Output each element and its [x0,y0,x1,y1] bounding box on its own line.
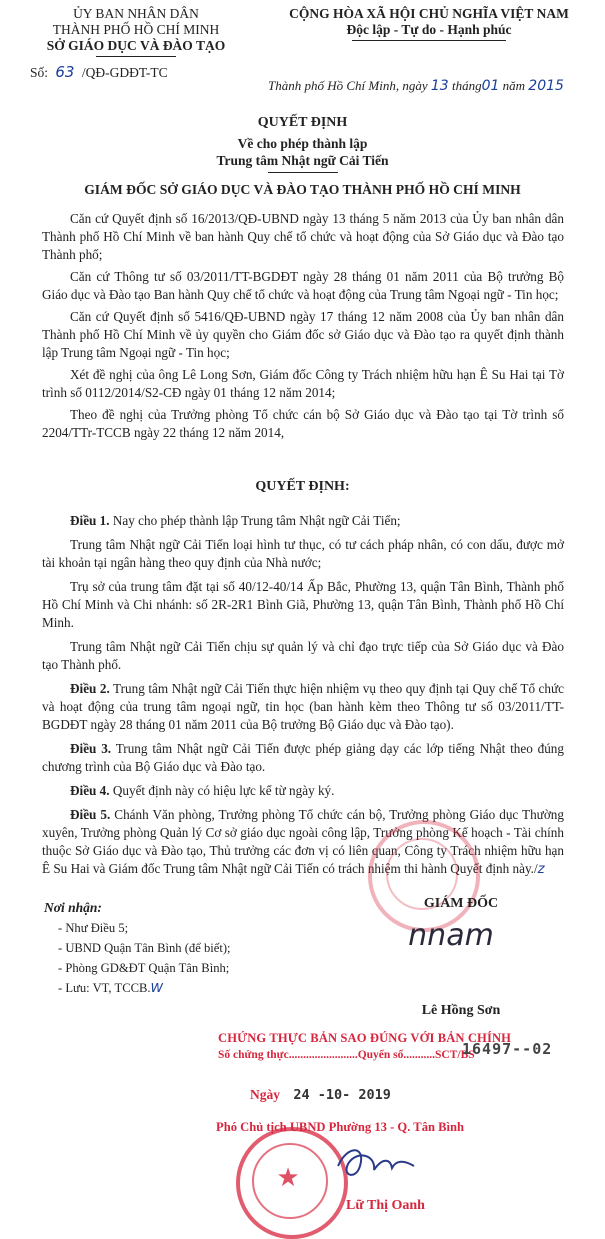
article-5-text: Chánh Văn phòng, Trưởng phòng Tổ chức cán bộ, Trưởng phòng Giáo dục Thường xuyên, Trưởng phòng Quản lý Cơ sở giáo dục ngoài công lập, Trưởng phòng Kế hoạch - Tài chính thuộc Sở Giáo dục và Đào tạo, Thủ trưởng các đơn vị có liên quan, Công ty Trách nhiệm hữu hạn Ê Su Hai và Giám đốc Trung tâm Nhật ngữ Cải Tiến có trách nhiệm thi hành Quyết định này./ [42,807,564,876]
number-prefix: Số: [30,65,49,80]
recipients-initial: W [150,980,163,995]
article-3-label: Điều 3. [70,741,112,756]
recipient-item-text: - Lưu: VT, TCCB. [58,981,151,995]
article-5-label: Điều 5. [70,807,111,822]
agency-line-2: THÀNH PHỐ HỒ CHÍ MINH [52,22,220,37]
certification-title: CHỨNG THỰC BẢN SAO ĐÚNG VỚI BẢN CHÍNH [218,1031,512,1045]
article-5 [42,806,564,879]
certification-number: 16497--02 [462,1040,553,1058]
cert-book-suffix: SCT/BS [435,1049,475,1061]
agency-underline [96,56,176,57]
date-part-2: tháng [451,78,482,93]
article-5-initial: z [537,862,545,877]
signer-title: GIÁM ĐỐC [423,896,499,911]
article-2-label: Điều 2. [70,681,110,696]
subject-underline [268,172,338,173]
certification-official-name: Lữ Thị Oanh [346,1198,425,1213]
article-1-label: Điều 1. [70,513,110,528]
article-4-label: Điều 4. [70,783,110,798]
cert-book-label: Quyển số [357,1049,404,1061]
article-1 [42,512,564,530]
title-block [0,114,605,169]
date-part-1: Thành phố Hồ Chí Minh, ngày [268,78,428,93]
number-suffix: /QĐ-GDĐT-TC [81,65,168,80]
official-signature [330,1136,420,1190]
preamble-paragraph: Xét đề nghị của ông Lê Long Sơn, Giám đốc Công ty Trách nhiệm hữu hạn Ê Su Hai tại Tờ trình số 0112/2014/S2-CĐ ngày 01 tháng 12 năm 2014; [42,367,564,400]
motto-underline [352,40,506,41]
article-1-paragraph-4: Trung tâm Nhật ngữ Cải Tiến chịu sự quản lý và chỉ đạo trực tiếp của Sở Giáo dục và Đào tạo Thành phố. [42,639,564,672]
article-1-paragraph-2: Trung tâm Nhật ngữ Cải Tiến loại hình tư thục, có tư cách pháp nhân, có con dấu, được mở tài khoản tại ngân hàng theo quy định của Nhà nước; [42,537,564,570]
cert-date-value: 24 -10- 2019 [293,1087,391,1103]
preamble-paragraph: Căn cứ Quyết định số 5416/QĐ-UBND ngày 17 tháng 12 năm 2008 của Ủy ban nhân dân Thành phố Hồ Chí Minh về ủy quyền cho Giám đốc sở Giáo dục và Đào tạo ra quyết định thành lập Trung tâm Ngoại ngữ - Tin học; [42,309,564,360]
national-heading [262,6,596,38]
preamble-paragraph: Căn cứ Quyết định số 16/2013/QĐ-UBND ngày 13 tháng 5 năm 2013 của Ủy ban nhân dân Thành phố Hồ Chí Minh về ban hành Quy chế tổ chức và hoạt động của Sở Giáo dục và Đào tạo Thành phố; [42,211,564,262]
article-3-text: Trung tâm Nhật ngữ Cải Tiến được phép giảng dạy các lớp tiếng Nhật theo đúng chương trình của Bộ Giáo dục và Đào tạo. [42,741,564,774]
preamble-paragraph: Căn cứ Thông tư số 03/2011/TT-BGDĐT ngày 28 tháng 01 năm 2011 của Bộ trưởng Bộ Giáo dục và Đào tạo Ban hành Quy chế tổ chức và hoạt động của Trung tâm Ngoại ngữ - Tin học; [42,269,564,302]
agency-line-3: SỞ GIÁO DỤC VÀ ĐÀO TẠO [46,38,226,53]
article-1-text: Nay cho phép thành lập Trung tâm Nhật ngữ Cải Tiến; [109,513,401,528]
official-seal [368,820,480,932]
date-year: 2015 [528,78,564,94]
articles [42,512,564,879]
date-day: 13 [430,78,449,94]
recipient-item [44,978,231,998]
cert-number-dots: ........................ [288,1049,358,1061]
recipients [44,898,231,998]
agency-line-1: ỦY BAN NHÂN DÂN [73,6,199,21]
date-part-3: năm [502,78,526,93]
national-motto: Độc lập - Tự do - Hạnh phúc [346,22,512,37]
article-2-text: Trung tâm Nhật ngữ Cải Tiến thực hiện nhiệm vụ theo quy định tại Quy chế Tổ chức và hoạt động của trung tâm ngoại ngữ, tin học (ban hành kèm theo Thông tư số 03/2011/TT-BGDĐT ngày 28 tháng 01 năm 2011 của Bộ trưởng Bộ Giáo dục và Đào tạo). [42,681,564,732]
document-type: QUYẾT ĐỊNH [257,115,348,130]
nation-name: CỘNG HÒA XÃ HỘI CHỦ NGHĨA VIỆT NAM [289,6,569,21]
preamble [42,210,564,442]
subject-line-2: Trung tâm Nhật ngữ Cải Tiến [216,153,389,168]
cert-book-dots: ........... [403,1049,436,1061]
certification-date [250,1087,391,1103]
article-4-text: Quyết định này có hiệu lực kể từ ngày ký. [109,783,335,798]
cert-date-label: Ngày [250,1087,280,1102]
preamble-paragraph: Theo đề nghị của Trưởng phòng Tổ chức cán bộ Sở Giáo dục và Đào tạo tại Tờ trình số 2204/TTr-TCCB ngày 22 tháng 12 năm 2014, [42,407,564,440]
recipient-item: - UBND Quận Tân Bình (để biết); [58,941,231,955]
article-3 [42,740,564,776]
article-2 [42,680,564,734]
date-month: 01 [481,78,500,94]
recipient-item: - Như Điều 5; [58,921,129,935]
cert-number-prefix: Số chứng thực [218,1049,289,1061]
issuing-agency [14,6,258,54]
document-number [30,63,168,81]
recipients-heading: Nơi nhận: [44,900,102,915]
issuer-heading: GIÁM ĐỐC SỞ GIÁO DỤC VÀ ĐÀO TẠO THÀNH PHỐ HỒ CHÍ MINH [84,182,521,197]
article-4 [42,782,564,800]
signer-name: Lê Hồng Sơn [421,1003,501,1018]
certification-official-title: Phó Chủ tịch UBND Phường 13 - Q. Tân Bình [216,1120,465,1134]
subject-line-1: Về cho phép thành lập [237,136,368,151]
issue-date [268,78,564,94]
certification-number-line [218,1049,475,1061]
recipient-item: - Phòng GD&ĐT Quận Tân Bình; [58,961,230,975]
decision-heading: QUYẾT ĐỊNH: [255,479,350,494]
number-handwritten: 63 [55,63,75,81]
ward-seal-star-icon: ★ [276,1163,300,1193]
article-1-paragraph-3: Trụ sở của trung tâm đặt tại số 40/12-40/14 Ấp Bắc, Phường 13, quận Tân Bình, Thành phố Hồ Chí Minh và Chi nhánh: số 2R-2R1 Bình Giã, Phường 13, quận Tân Bình, Thành phố Hồ Chí Minh. [42,579,564,630]
signature-scribble: nnam [408,918,494,953]
